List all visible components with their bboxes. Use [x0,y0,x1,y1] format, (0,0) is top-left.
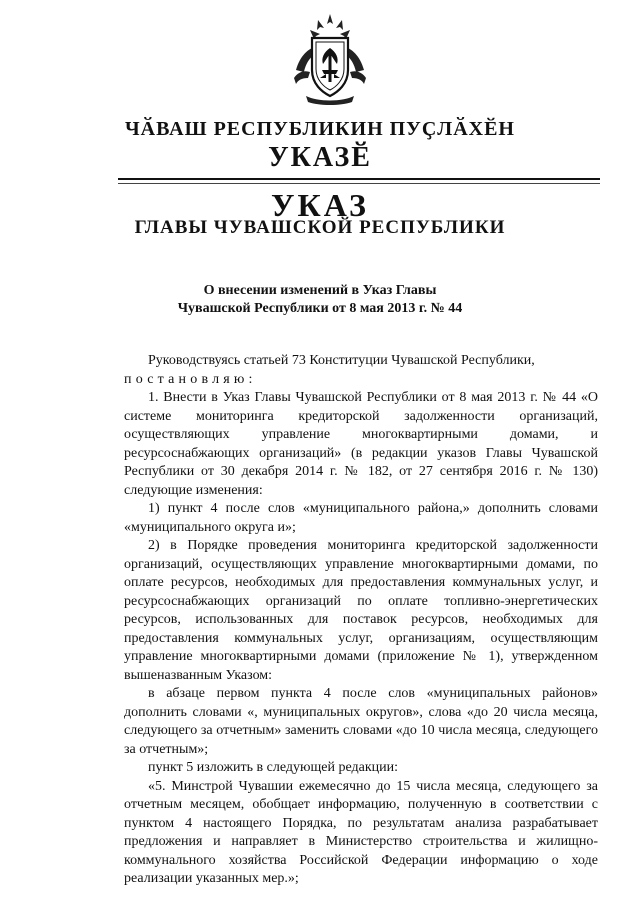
subitem-2-paragraph: 2) в Порядке проведения мониторинга кредиторской задолженности организаций, осуществляющих управление многоквартирными домами, по оплате ресурсов, необходимых для предоставления коммунальных услуг, и ресурсоснабжающих организаций по оплате топливно-энергетических ресурсов, использованных для поставок ресурсов, необходимых для предоставления коммунальных услуг, организациям, осуществляющим управление многоквартирными домами (приложение № 1), утвержденном вышеназванным Указом: [124,538,598,683]
decree-body [124,352,598,889]
header-divider-thick [118,178,600,180]
paragraph-5-new-text: «5. Минстрой Чувашии ежемесячно до 15 числа месяца, следующего за отчетным месяцем, обобщает информацию, полученную в соответствии с пунктом 4 настоящего Порядка, по результатам анализа разрабатывает предложения и направляет в Министерство строительства и жилищно-коммунального хозяйства Российской Федерации информацию о ходе реализации указанных мер.»; [124,778,598,886]
subitem-1-paragraph: 1) пункт 4 после слов «муниципального района,» дополнить словами «муниципального округа и»; [124,501,598,535]
header-divider-thin [118,183,600,184]
paragraph-5-intro: пункт 5 изложить в следующей редакции: [148,760,398,775]
item-1-paragraph: 1. Внести в Указ Главы Чувашской Республики от 8 мая 2013 г. № 44 «О системе мониторинга кредиторской задолженности организаций, осуществляющих управление многоквартирными домами, и ресурсоснабжающих организаций» (в редакции указов Главы Чувашской Республики от 30 декабря 2014 г. № 182, от 27 сентября 2016 г. № 130) следующие изменения: [124,390,598,498]
coat-of-arms-emblem [290,12,370,106]
chuvash-header-line: ЧӐВАШ РЕСПУБЛИКИН ПУҪЛӐХӖН [124,118,515,140]
glavy-heading: ГЛАВЫ ЧУВАШСКОЙ РЕСПУБЛИКИ [134,217,506,238]
decree-title-line-1: О внесении изменений в Указ Главы [203,283,437,298]
chuvash-ukaze-heading: УКАЗӖ [268,142,372,173]
ukaz-heading: УКАЗ [271,187,369,223]
resolve-word: постановляю: [124,371,257,387]
preamble-paragraph: Руководствуясь статьей 73 Конституции Чувашской Республики, [148,353,535,368]
paragraph-4-amendment: в абзаце первом пункта 4 после слов «муниципальных районов» дополнить словами «, муниципальных округов», слова «до 20 числа месяца, следующего за отчетным» заменить словами «до 10 числа месяца, следующего за отчетным»; [124,686,598,757]
decree-title-line-2: Чувашской Республики от 8 мая 2013 г. № 44 [177,301,463,316]
